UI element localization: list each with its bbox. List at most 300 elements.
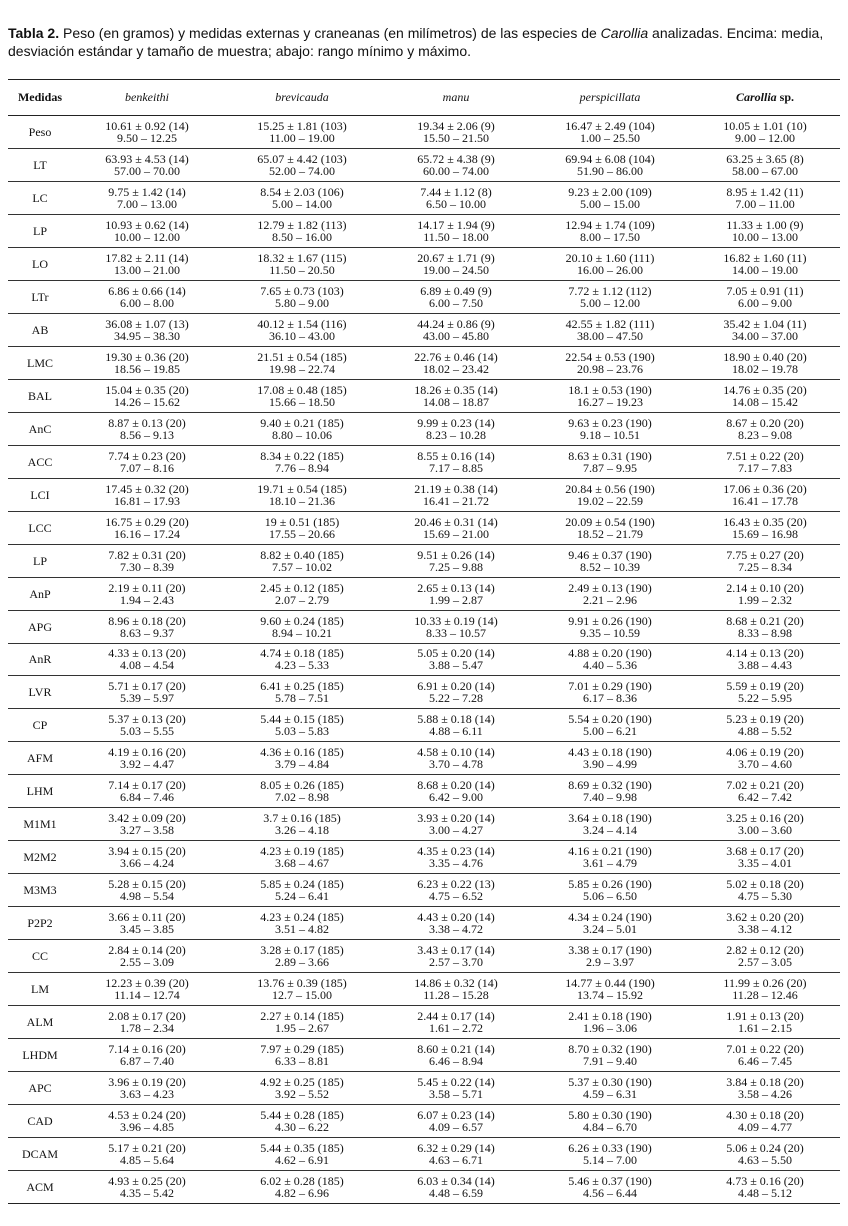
cell-benkeithi (72, 148, 222, 181)
min-max-range: 14.00 – 19.00 (732, 262, 798, 277)
measure-label: M3M3 (8, 874, 72, 907)
table-row (8, 412, 840, 445)
min-max-range: 7.17 – 8.85 (429, 460, 483, 475)
min-max-range: 3.96 – 4.85 (120, 1120, 174, 1135)
min-max-range: 3.79 – 4.84 (275, 757, 329, 772)
mean-sd-n: 7.72 ± 1.12 (112) (568, 283, 652, 298)
header-carollia-sp (690, 80, 840, 116)
mean-sd-n: 3.25 ± 0.16 (20) (726, 811, 804, 826)
measure-label: LVR (8, 676, 72, 709)
min-max-range: 13.00 – 21.00 (114, 262, 180, 277)
cell-manu (382, 1138, 530, 1171)
min-max-range: 43.00 – 45.80 (423, 328, 489, 343)
table-row (8, 1105, 840, 1138)
mean-sd-n: 18.1 ± 0.53 (190) (568, 382, 652, 397)
mean-sd-n: 3.28 ± 0.17 (185) (260, 943, 344, 958)
min-max-range: 18.02 – 23.42 (423, 361, 489, 376)
min-max-range: 5.00 – 14.00 (272, 196, 332, 211)
min-max-range: 9.18 – 10.51 (580, 427, 640, 442)
mean-sd-n: 65.07 ± 4.42 (103) (257, 151, 347, 166)
table-caption-text-1: Peso (en gramos) y medidas externas y craneanas (en milímetros) de las especies de (59, 25, 601, 41)
min-max-range: 11.50 – 20.50 (269, 262, 335, 277)
mean-sd-n: 2.65 ± 0.13 (14) (417, 580, 495, 595)
mean-sd-n: 36.08 ± 1.07 (13) (105, 316, 189, 331)
mean-sd-n: 21.51 ± 0.54 (185) (257, 349, 347, 364)
min-max-range: 2.21 – 2.96 (583, 592, 637, 607)
min-max-range: 1.61 – 2.15 (738, 1021, 792, 1036)
min-max-range: 36.10 – 43.00 (269, 328, 335, 343)
mean-sd-n: 4.36 ± 0.16 (185) (260, 745, 344, 760)
mean-sd-n: 5.45 ± 0.22 (14) (417, 1075, 495, 1090)
mean-sd-n: 8.54 ± 2.03 (106) (260, 184, 344, 199)
min-max-range: 11.28 – 12.46 (732, 988, 798, 1003)
cell-perspicillata (530, 742, 690, 775)
cell-brevicauda (222, 346, 382, 379)
min-max-range: 4.56 – 6.44 (583, 1185, 637, 1200)
mean-sd-n: 4.43 ± 0.18 (190) (568, 745, 652, 760)
mean-sd-n: 7.65 ± 0.73 (103) (260, 283, 344, 298)
mean-sd-n: 20.09 ± 0.54 (190) (565, 514, 655, 529)
cell-benkeithi (72, 808, 222, 841)
cell-manu (382, 412, 530, 445)
mean-sd-n: 7.51 ± 0.22 (20) (726, 448, 804, 463)
cell-benkeithi (72, 379, 222, 412)
cell-benkeithi (72, 511, 222, 544)
min-max-range: 5.39 – 5.97 (120, 691, 174, 706)
table-row (8, 610, 840, 643)
min-max-range: 16.81 – 17.93 (114, 493, 180, 508)
mean-sd-n: 3.93 ± 0.20 (14) (417, 811, 495, 826)
min-max-range: 6.00 – 7.50 (429, 295, 483, 310)
cell-perspicillata (530, 1171, 690, 1204)
cell-perspicillata (530, 544, 690, 577)
mean-sd-n: 2.45 ± 0.12 (185) (260, 580, 344, 595)
mean-sd-n: 7.74 ± 0.23 (20) (108, 448, 186, 463)
cell-carollia-sp (690, 148, 840, 181)
min-max-range: 3.51 – 4.82 (275, 922, 329, 937)
mean-sd-n: 3.68 ± 0.17 (20) (726, 844, 804, 859)
min-max-range: 5.80 – 9.00 (275, 295, 329, 310)
measure-label: APC (8, 1072, 72, 1105)
mean-sd-n: 4.35 ± 0.23 (14) (417, 844, 495, 859)
cell-perspicillata (530, 1072, 690, 1105)
cell-perspicillata (530, 116, 690, 149)
cell-benkeithi (72, 940, 222, 973)
min-max-range: 7.00 – 11.00 (735, 196, 795, 211)
mean-sd-n: 2.41 ± 0.18 (190) (568, 1009, 652, 1024)
min-max-range: 18.10 – 21.36 (269, 493, 335, 508)
measure-label: LHDM (8, 1039, 72, 1072)
mean-sd-n: 8.34 ± 0.22 (185) (260, 448, 344, 463)
min-max-range: 4.09 – 6.57 (429, 1120, 483, 1135)
table-caption-text-2: analizadas. Encima: media, desviación estándar y tamaño de muestra; abajo: rango mínimo y máximo. (8, 25, 824, 59)
min-max-range: 60.00 – 74.00 (423, 163, 489, 178)
cell-brevicauda (222, 313, 382, 346)
measure-label: ALM (8, 1006, 72, 1039)
min-max-range: 11.14 – 12.74 (114, 988, 180, 1003)
min-max-range: 3.38 – 4.12 (738, 922, 792, 937)
mean-sd-n: 4.53 ± 0.24 (20) (108, 1108, 186, 1123)
min-max-range: 12.7 – 15.00 (272, 988, 332, 1003)
min-max-range: 16.41 – 17.78 (732, 493, 798, 508)
table-caption (8, 24, 840, 60)
measure-label: LM (8, 973, 72, 1006)
mean-sd-n: 18.32 ± 1.67 (115) (257, 250, 347, 265)
min-max-range: 4.08 – 4.54 (120, 658, 174, 673)
mean-sd-n: 3.94 ± 0.15 (20) (108, 844, 186, 859)
min-max-range: 4.88 – 5.52 (738, 724, 792, 739)
cell-brevicauda (222, 280, 382, 313)
mean-sd-n: 12.23 ± 0.39 (20) (105, 976, 189, 991)
mean-sd-n: 5.37 ± 0.13 (20) (108, 712, 186, 727)
header-measures: Medidas (8, 80, 72, 116)
min-max-range: 4.40 – 5.36 (583, 658, 637, 673)
mean-sd-n: 16.43 ± 0.35 (20) (723, 514, 807, 529)
table-row (8, 346, 840, 379)
cell-carollia-sp (690, 973, 840, 1006)
min-max-range: 6.50 – 10.00 (426, 196, 486, 211)
cell-carollia-sp (690, 181, 840, 214)
measure-label: ACC (8, 445, 72, 478)
table-row (8, 676, 840, 709)
mean-sd-n: 3.43 ± 0.17 (14) (417, 943, 495, 958)
cell-carollia-sp (690, 610, 840, 643)
table-row (8, 247, 840, 280)
min-max-range: 4.30 – 6.22 (275, 1120, 329, 1135)
mean-sd-n: 2.08 ± 0.17 (20) (108, 1009, 186, 1024)
mean-sd-n: 5.59 ± 0.19 (20) (726, 679, 804, 694)
min-max-range: 19.00 – 24.50 (423, 262, 489, 277)
min-max-range: 4.59 – 6.31 (583, 1087, 637, 1102)
mean-sd-n: 5.05 ± 0.20 (14) (417, 646, 495, 661)
min-max-range: 11.00 – 19.00 (269, 130, 335, 145)
min-max-range: 16.00 – 26.00 (577, 262, 643, 277)
cell-brevicauda (222, 676, 382, 709)
cell-benkeithi (72, 1039, 222, 1072)
min-max-range: 4.84 – 6.70 (583, 1120, 637, 1135)
table-row (8, 973, 840, 1006)
cell-carollia-sp (690, 577, 840, 610)
mean-sd-n: 8.68 ± 0.20 (14) (417, 778, 495, 793)
table-row (8, 544, 840, 577)
mean-sd-n: 10.93 ± 0.62 (14) (105, 217, 189, 232)
mean-sd-n: 5.80 ± 0.30 (190) (568, 1108, 652, 1123)
cell-perspicillata (530, 577, 690, 610)
measure-label: LHM (8, 775, 72, 808)
measure-label: CAD (8, 1105, 72, 1138)
cell-benkeithi (72, 181, 222, 214)
table-row (8, 445, 840, 478)
cell-brevicauda (222, 1072, 382, 1105)
mean-sd-n: 4.16 ± 0.21 (190) (568, 844, 652, 859)
mean-sd-n: 14.17 ± 1.94 (9) (417, 217, 495, 232)
cell-carollia-sp (690, 1138, 840, 1171)
table-row (8, 808, 840, 841)
mean-sd-n: 8.55 ± 0.16 (14) (417, 448, 495, 463)
table-row (8, 214, 840, 247)
cell-carollia-sp (690, 478, 840, 511)
measure-label: AnC (8, 412, 72, 445)
mean-sd-n: 35.42 ± 1.04 (11) (723, 316, 807, 331)
min-max-range: 52.00 – 74.00 (269, 163, 335, 178)
cell-benkeithi (72, 841, 222, 874)
cell-carollia-sp (690, 379, 840, 412)
min-max-range: 7.91 – 9.40 (583, 1054, 637, 1069)
min-max-range: 3.27 – 3.58 (120, 823, 174, 838)
mean-sd-n: 65.72 ± 4.38 (9) (417, 151, 495, 166)
min-max-range: 6.42 – 7.42 (738, 790, 792, 805)
min-max-range: 3.70 – 4.78 (429, 757, 483, 772)
min-max-range: 14.26 – 15.62 (114, 394, 180, 409)
cell-carollia-sp (690, 676, 840, 709)
mean-sd-n: 14.77 ± 0.44 (190) (565, 976, 655, 991)
min-max-range: 4.63 – 5.50 (738, 1153, 792, 1168)
cell-benkeithi (72, 1171, 222, 1204)
cell-benkeithi (72, 116, 222, 149)
mean-sd-n: 9.40 ± 0.21 (185) (260, 415, 344, 430)
min-max-range: 11.28 – 15.28 (423, 988, 489, 1003)
table-row (8, 1171, 840, 1204)
min-max-range: 34.00 – 37.00 (732, 328, 798, 343)
cell-carollia-sp (690, 445, 840, 478)
cell-benkeithi (72, 445, 222, 478)
min-max-range: 3.92 – 4.47 (120, 757, 174, 772)
min-max-range: 7.76 – 8.94 (275, 460, 329, 475)
cell-perspicillata (530, 1105, 690, 1138)
mean-sd-n: 7.75 ± 0.27 (20) (726, 547, 804, 562)
mean-sd-n: 8.95 ± 1.42 (11) (726, 184, 804, 199)
min-max-range: 1.00 – 25.50 (580, 130, 640, 145)
cell-carollia-sp (690, 775, 840, 808)
mean-sd-n: 8.82 ± 0.40 (185) (260, 547, 344, 562)
table-row (8, 775, 840, 808)
min-max-range: 18.52 – 21.79 (577, 526, 643, 541)
min-max-range: 6.42 – 9.00 (429, 790, 483, 805)
measure-label: LT (8, 148, 72, 181)
measurements-table (8, 79, 840, 1204)
min-max-range: 3.24 – 5.01 (583, 922, 637, 937)
min-max-range: 20.98 – 23.76 (577, 361, 643, 376)
cell-carollia-sp (690, 247, 840, 280)
mean-sd-n: 16.75 ± 0.29 (20) (105, 514, 189, 529)
cell-brevicauda (222, 379, 382, 412)
cell-benkeithi (72, 478, 222, 511)
min-max-range: 15.69 – 16.98 (732, 526, 798, 541)
min-max-range: 8.00 – 17.50 (580, 229, 640, 244)
table-caption-label: Tabla 2. (8, 25, 60, 41)
mean-sd-n: 5.17 ± 0.21 (20) (108, 1141, 186, 1156)
cell-carollia-sp (690, 1039, 840, 1072)
cell-brevicauda (222, 874, 382, 907)
mean-sd-n: 5.71 ± 0.17 (20) (108, 679, 186, 694)
cell-brevicauda (222, 577, 382, 610)
min-max-range: 4.75 – 6.52 (429, 889, 483, 904)
mean-sd-n: 6.41 ± 0.25 (185) (260, 679, 344, 694)
mean-sd-n: 4.43 ± 0.20 (14) (417, 910, 495, 925)
min-max-range: 9.00 – 12.00 (735, 130, 795, 145)
min-max-range: 6.46 – 8.94 (429, 1054, 483, 1069)
cell-perspicillata (530, 445, 690, 478)
cell-brevicauda (222, 478, 382, 511)
measure-label: M1M1 (8, 808, 72, 841)
min-max-range: 8.80 – 10.06 (272, 427, 332, 442)
cell-perspicillata (530, 412, 690, 445)
min-max-range: 51.90 – 86.00 (577, 163, 643, 178)
cell-carollia-sp (690, 1105, 840, 1138)
mean-sd-n: 11.99 ± 0.26 (20) (723, 976, 807, 991)
min-max-range: 9.50 – 12.25 (117, 130, 177, 145)
cell-brevicauda (222, 511, 382, 544)
table-row (8, 940, 840, 973)
mean-sd-n: 17.08 ± 0.48 (185) (257, 382, 347, 397)
cell-perspicillata (530, 181, 690, 214)
min-max-range: 5.78 – 7.51 (275, 691, 329, 706)
mean-sd-n: 2.84 ± 0.14 (20) (108, 943, 186, 958)
cell-manu (382, 1105, 530, 1138)
min-max-range: 8.33 – 8.98 (738, 625, 792, 640)
min-max-range: 7.40 – 9.98 (583, 790, 637, 805)
mean-sd-n: 4.92 ± 0.25 (185) (260, 1075, 344, 1090)
header-manu: manu (382, 80, 530, 116)
mean-sd-n: 20.10 ± 1.60 (111) (565, 250, 655, 265)
min-max-range: 3.26 – 4.18 (275, 823, 329, 838)
cell-manu (382, 775, 530, 808)
min-max-range: 8.63 – 9.37 (120, 625, 174, 640)
min-max-range: 3.58 – 4.26 (738, 1087, 792, 1102)
cell-perspicillata (530, 874, 690, 907)
header-carollia-genus: Carollia (735, 90, 777, 104)
mean-sd-n: 15.25 ± 1.81 (103) (257, 118, 347, 133)
cell-perspicillata (530, 709, 690, 742)
cell-manu (382, 544, 530, 577)
cell-perspicillata (530, 214, 690, 247)
cell-brevicauda (222, 544, 382, 577)
mean-sd-n: 9.51 ± 0.26 (14) (417, 547, 495, 562)
table-header (8, 80, 840, 116)
min-max-range: 3.92 – 5.52 (275, 1087, 329, 1102)
mean-sd-n: 7.02 ± 0.21 (20) (726, 778, 804, 793)
header-perspicillata: perspicillata (530, 80, 690, 116)
cell-perspicillata (530, 379, 690, 412)
table-row (8, 148, 840, 181)
cell-benkeithi (72, 874, 222, 907)
min-max-range: 5.06 – 6.50 (583, 889, 637, 904)
mean-sd-n: 4.33 ± 0.13 (20) (108, 646, 186, 661)
mean-sd-n: 63.25 ± 3.65 (8) (726, 151, 804, 166)
cell-benkeithi (72, 577, 222, 610)
mean-sd-n: 11.33 ± 1.00 (9) (726, 217, 804, 232)
mean-sd-n: 5.44 ± 0.28 (185) (260, 1108, 344, 1123)
mean-sd-n: 21.19 ± 0.38 (14) (414, 481, 498, 496)
min-max-range: 7.30 – 8.39 (120, 559, 174, 574)
cell-benkeithi (72, 643, 222, 676)
min-max-range: 2.57 – 3.05 (738, 955, 792, 970)
mean-sd-n: 2.49 ± 0.13 (190) (568, 580, 652, 595)
measure-label: AnR (8, 643, 72, 676)
cell-perspicillata (530, 511, 690, 544)
table-row (8, 709, 840, 742)
min-max-range: 5.24 – 6.41 (275, 889, 329, 904)
cell-manu (382, 577, 530, 610)
cell-benkeithi (72, 346, 222, 379)
cell-perspicillata (530, 313, 690, 346)
mean-sd-n: 2.27 ± 0.14 (185) (260, 1009, 344, 1024)
measure-label: LTr (8, 280, 72, 313)
measure-label: Peso (8, 116, 72, 149)
min-max-range: 7.02 – 8.98 (275, 790, 329, 805)
min-max-range: 4.88 – 6.11 (429, 724, 483, 739)
mean-sd-n: 8.96 ± 0.18 (20) (108, 613, 186, 628)
mean-sd-n: 5.46 ± 0.37 (190) (568, 1173, 652, 1188)
min-max-range: 6.87 – 7.40 (120, 1054, 174, 1069)
mean-sd-n: 5.85 ± 0.24 (185) (260, 877, 344, 892)
cell-perspicillata (530, 247, 690, 280)
min-max-range: 14.08 – 18.87 (423, 394, 489, 409)
header-benkeithi: benkeithi (72, 80, 222, 116)
mean-sd-n: 3.62 ± 0.20 (20) (726, 910, 804, 925)
cell-brevicauda (222, 1039, 382, 1072)
min-max-range: 3.35 – 4.01 (738, 856, 792, 871)
min-max-range: 5.00 – 12.00 (580, 295, 640, 310)
mean-sd-n: 17.82 ± 2.11 (14) (105, 250, 189, 265)
min-max-range: 13.74 – 15.92 (577, 988, 643, 1003)
min-max-range: 3.45 – 3.85 (120, 922, 174, 937)
mean-sd-n: 5.37 ± 0.30 (190) (568, 1075, 652, 1090)
measure-label: M2M2 (8, 841, 72, 874)
mean-sd-n: 4.73 ± 0.16 (20) (726, 1173, 804, 1188)
measure-label: ACM (8, 1171, 72, 1204)
min-max-range: 4.35 – 5.42 (120, 1185, 174, 1200)
min-max-range: 3.00 – 3.60 (738, 823, 792, 838)
cell-benkeithi (72, 610, 222, 643)
min-max-range: 9.35 – 10.59 (580, 625, 640, 640)
min-max-range: 8.23 – 9.08 (738, 427, 792, 442)
cell-brevicauda (222, 940, 382, 973)
measure-label: LO (8, 247, 72, 280)
mean-sd-n: 8.69 ± 0.32 (190) (568, 778, 652, 793)
mean-sd-n: 22.76 ± 0.46 (14) (414, 349, 498, 364)
mean-sd-n: 2.44 ± 0.17 (14) (417, 1009, 495, 1024)
mean-sd-n: 1.91 ± 0.13 (20) (726, 1009, 804, 1024)
min-max-range: 8.52 – 10.39 (580, 559, 640, 574)
mean-sd-n: 19.71 ± 0.54 (185) (257, 481, 347, 496)
cell-brevicauda (222, 181, 382, 214)
min-max-range: 4.82 – 6.96 (275, 1185, 329, 1200)
min-max-range: 15.50 – 21.50 (423, 130, 489, 145)
mean-sd-n: 12.79 ± 1.82 (113) (257, 217, 347, 232)
measure-label: LCC (8, 511, 72, 544)
cell-brevicauda (222, 1171, 382, 1204)
mean-sd-n: 44.24 ± 0.86 (9) (417, 316, 495, 331)
mean-sd-n: 6.07 ± 0.23 (14) (417, 1108, 495, 1123)
cell-manu (382, 1006, 530, 1039)
mean-sd-n: 40.12 ± 1.54 (116) (257, 316, 347, 331)
min-max-range: 5.00 – 6.21 (583, 724, 637, 739)
min-max-range: 6.46 – 7.45 (738, 1054, 792, 1069)
mean-sd-n: 6.91 ± 0.20 (14) (417, 679, 495, 694)
min-max-range: 5.03 – 5.55 (120, 724, 174, 739)
mean-sd-n: 3.64 ± 0.18 (190) (568, 811, 652, 826)
mean-sd-n: 5.02 ± 0.18 (20) (726, 877, 804, 892)
min-max-range: 38.00 – 47.50 (577, 328, 643, 343)
measure-label: DCAM (8, 1138, 72, 1171)
min-max-range: 11.50 – 18.00 (423, 229, 489, 244)
mean-sd-n: 17.06 ± 0.36 (20) (723, 481, 807, 496)
cell-perspicillata (530, 1039, 690, 1072)
cell-carollia-sp (690, 214, 840, 247)
cell-manu (382, 313, 530, 346)
min-max-range: 34.95 – 38.30 (114, 328, 180, 343)
